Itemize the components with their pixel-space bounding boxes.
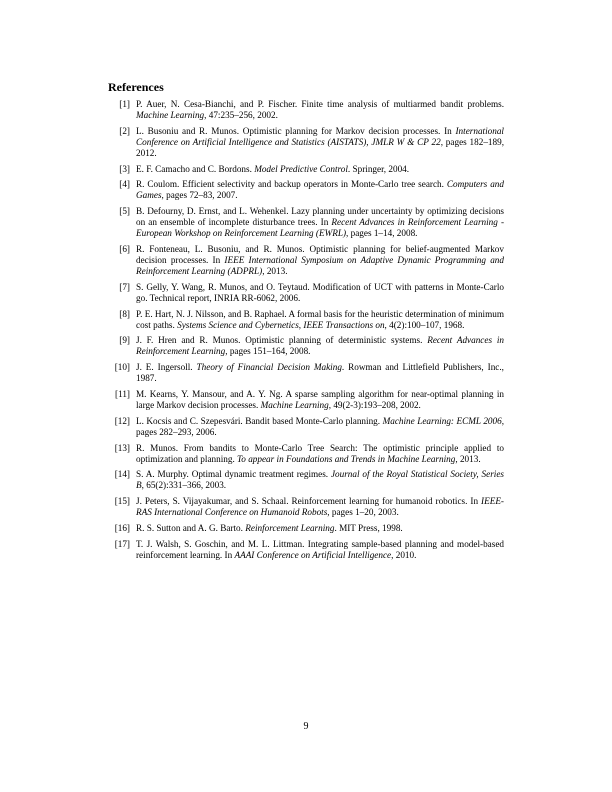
reference-number: [16] [114, 522, 130, 533]
reference-venue-italic: International Conference on Artificial Intelligence and Statistics (AISTATS), JMLR W & CP 22 [136, 125, 504, 147]
reference-text [136, 164, 504, 175]
reference-number: [1] [119, 99, 130, 109]
reference-number: [13] [114, 442, 130, 453]
reference-text-segment: R. Fonteneau, L. Busoniu, and R. Munos. Optimistic planning for belief-augmented Markov decision processes. In [136, 243, 504, 265]
reference-item [108, 309, 504, 331]
reference-venue-italic: IEEE International Symposium on Adaptive Dynamic Programming and Reinforcement Learning (ADPRL) [136, 254, 504, 276]
reference-list [108, 99, 504, 566]
reference-text-segment: P. Auer, N. Cesa-Bianchi, and P. Fischer. Finite time analysis of multiarmed bandit problems. [136, 99, 504, 109]
reference-text [136, 99, 504, 121]
reference-item [108, 282, 504, 304]
reference-number: [10] [114, 362, 130, 373]
reference-text-segment: J. F. Hren and R. Munos. Optimistic planning of deterministic systems. [136, 335, 428, 346]
reference-text-segment: . Springer, 2004. [347, 163, 410, 174]
reference-text-segment: E. F. Camacho and C. Bordons. [136, 163, 255, 174]
reference-text [136, 389, 504, 411]
reference-text-segment: , pages 72–83, 2007. [161, 190, 238, 201]
reference-venue-italic: Computers and Games [136, 179, 504, 201]
reference-venue-italic: Reinforcement Learning [245, 522, 335, 533]
reference-item [108, 523, 504, 534]
reference-item [108, 469, 504, 491]
reference-venue-italic: Systems Science and Cybernetics, IEEE Transactions on [177, 319, 385, 330]
reference-number: [6] [119, 243, 130, 254]
reference-text-segment: . Rowman and Littlefield Publishers, Inc., 1987. [136, 362, 504, 384]
reference-text-segment: M. Kearns, Y. Mansour, and A. Y. Ng. A sparse sampling algorithm for near-optimal planning in large Markov decision processes. [136, 388, 504, 410]
reference-text-segment: J. E. Ingersoll. [136, 362, 197, 373]
reference-text-segment: P. E. Hart, N. J. Nilsson, and B. Raphael. A formal basis for the heuristic determination of minimum cost paths. [136, 308, 504, 330]
reference-text-segment: , 2013. [262, 265, 288, 276]
reference-number: [14] [114, 469, 130, 480]
reference-item [108, 179, 504, 201]
reference-item [108, 496, 504, 518]
reference-text [136, 126, 504, 159]
reference-number: [11] [115, 388, 130, 399]
reference-venue-italic: IEEE-RAS International Conference on Humanoid Robots [136, 496, 504, 518]
reference-number: [17] [114, 538, 130, 549]
reference-text-segment: J. Peters, S. Vijayakumar, and S. Schaal. Reinforcement learning for humanoid robotics. In [136, 496, 482, 507]
reference-text [136, 523, 504, 534]
reference-venue-italic: Machine Learning [136, 110, 205, 120]
reference-text [136, 416, 504, 438]
reference-venue-italic: Journal of the Royal Statistical Society, Series B [136, 469, 504, 491]
reference-text-segment: , 2013. [455, 453, 481, 464]
reference-item [108, 244, 504, 277]
reference-text [136, 335, 504, 357]
reference-text-segment: , pages 182–189, 2012. [136, 136, 505, 158]
reference-venue-italic: Model Predictive Control [254, 163, 348, 174]
reference-item [108, 164, 504, 175]
reference-text [136, 443, 504, 465]
reference-number: [15] [114, 496, 130, 507]
reference-text-segment: , pages 151–164, 2008. [225, 346, 311, 357]
page-number: 9 [303, 721, 309, 732]
reference-text [136, 496, 504, 518]
reference-text-segment: , 4(2):100–107, 1968. [384, 319, 465, 330]
reference-text [136, 282, 504, 304]
reference-text-segment: R. Munos. From bandits to Monte-Carlo Tree Search: The optimistic principle applied to optimization and planning. [136, 442, 504, 464]
reference-text-segment: R. Coulom. Efficient selectivity and backup operators in Monte-Carlo tree search. [136, 179, 447, 190]
references-heading: References [108, 80, 164, 94]
reference-text [136, 244, 504, 277]
reference-number: [9] [119, 335, 130, 346]
reference-text-segment: , pages 1–20, 2003. [327, 507, 399, 518]
reference-item [108, 126, 504, 159]
reference-item [108, 335, 504, 357]
reference-venue-italic: AAAI Conference on Artificial Intelligence [234, 549, 392, 560]
reference-number: [4] [119, 179, 130, 190]
reference-text-segment: S. A. Murphy. Optimal dynamic treatment regimes. [136, 469, 331, 480]
reference-number: [2] [119, 125, 130, 136]
reference-text-segment: , pages 1–14, 2008. [346, 228, 418, 239]
reference-item [108, 206, 504, 239]
reference-venue-italic: To appear in Foundations and Trends in Machine Learning [237, 453, 456, 464]
reference-text-segment: , 49(2-3):193–208, 2002. [328, 399, 421, 410]
reference-text-segment: L. Kocsis and C. Szepesvári. Bandit based Monte-Carlo planning. [136, 415, 383, 426]
reference-text [136, 206, 504, 239]
reference-text-segment: . MIT Press, 1998. [334, 522, 403, 533]
reference-text-segment: B. Defourny, D. Ernst, and L. Wehenkel. Lazy planning under uncertainty by optimizing decisions on an ensemble of incomplete disturbance trees. In [136, 206, 504, 228]
reference-venue-italic: Recent Advances in Reinforcement Learning [136, 335, 504, 357]
reference-text [136, 309, 504, 331]
reference-item [108, 99, 504, 121]
reference-item [108, 539, 504, 561]
reference-text-segment: , pages 282–293, 2006. [136, 415, 504, 437]
reference-number: [8] [119, 308, 130, 319]
reference-text-segment: , 2010. [391, 549, 417, 560]
reference-text [136, 179, 504, 201]
reference-number: [7] [119, 281, 130, 292]
reference-item [108, 416, 504, 438]
reference-text-segment: T. J. Walsh, S. Goschin, and M. L. Littman. Integrating sample-based planning and model-based reinforcement learning. In [136, 538, 504, 560]
reference-venue-italic: Theory of Financial Decision Making [196, 362, 342, 373]
reference-number: [5] [119, 206, 130, 217]
reference-text-segment: , 65(2):331–366, 2003. [141, 480, 227, 491]
reference-text-segment: , 47:235–256, 2002. [204, 110, 278, 120]
reference-item [108, 443, 504, 465]
reference-number: [3] [119, 163, 130, 174]
reference-text-segment: S. Gelly, Y. Wang, R. Munos, and O. Teytaud. Modification of UCT with patterns in Monte-Carlo go. Technical report, INRIA RR-6062, 2006. [136, 281, 504, 303]
reference-venue-italic: Recent Advances in Reinforcement Learning - European Workshop on Reinforcement Learning (EWRL) [136, 217, 504, 239]
reference-item [108, 362, 504, 384]
reference-number: [12] [114, 415, 130, 426]
reference-item [108, 389, 504, 411]
reference-venue-italic: Machine Learning: ECML 2006 [382, 415, 502, 426]
reference-venue-italic: Machine Learning [260, 399, 329, 410]
reference-text-segment: L. Busoniu and R. Munos. Optimistic planning for Markov decision processes. In [136, 125, 456, 136]
reference-text-segment: R. S. Sutton and A. G. Barto. [136, 522, 246, 533]
reference-text [136, 362, 504, 384]
reference-text [136, 539, 504, 561]
reference-text [136, 469, 504, 491]
